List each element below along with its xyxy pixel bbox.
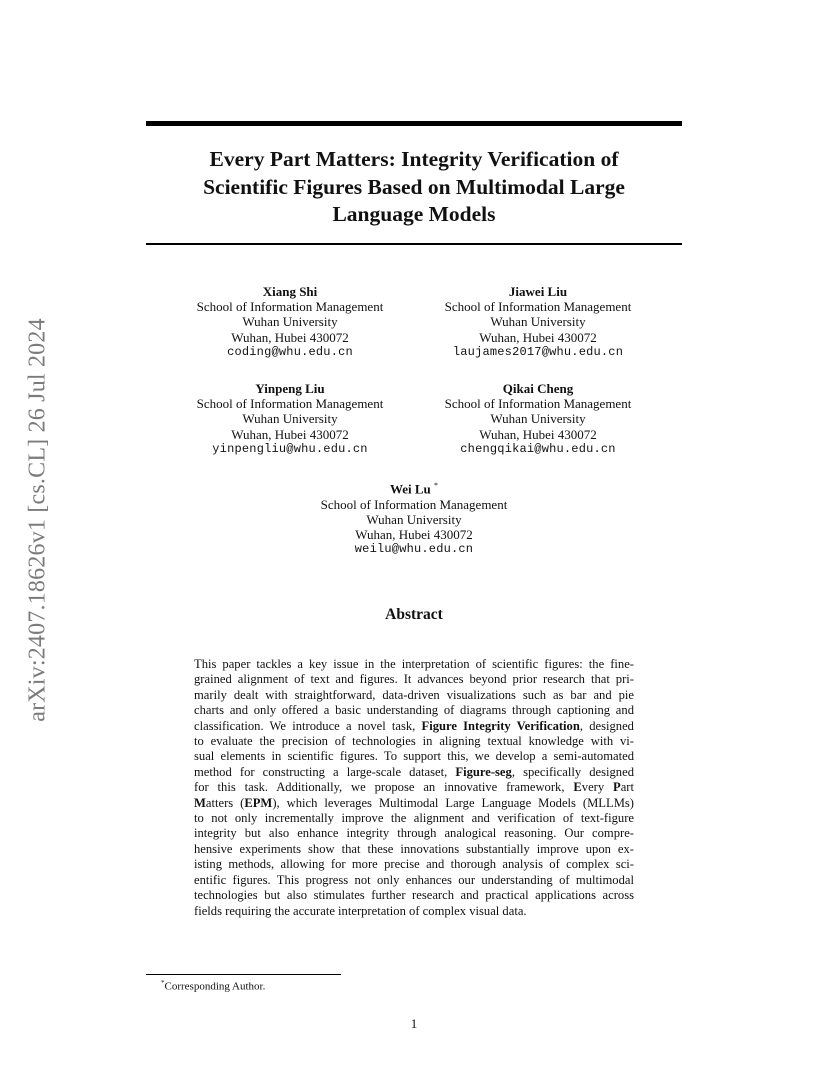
author-address: Wuhan, Hubei 430072 xyxy=(355,526,473,542)
abstract-line: isting methods, allowing for more precise and thorough analysis of complex sci- xyxy=(194,857,634,872)
author-university: Wuhan University xyxy=(366,511,462,527)
footnote-marker: * xyxy=(161,979,165,987)
dataset-name: Figure-seg xyxy=(455,764,512,779)
abstract-line xyxy=(194,719,634,734)
author-address: Wuhan, Hubei 430072 xyxy=(479,426,597,442)
abstract-text: , designed xyxy=(579,718,634,733)
abstract-text: for this task. Additionally, we propose an innovative framework, xyxy=(194,780,574,795)
abstract-line: grained alignment of text and figures. It advances beyond prior research that pri- xyxy=(194,672,634,687)
abstract-line: This paper tackles a key issue in the interpretation of scientific figures: the fine- xyxy=(194,657,634,671)
abstract-line: to evaluate the precision of technologies in aligning textual knowledge with vi- xyxy=(194,734,634,749)
paper-title xyxy=(146,146,682,229)
abstract-line: marily dealt with straightforward, data-driven visualizations such as bar and pie xyxy=(194,687,634,702)
framework-initial: P xyxy=(613,780,621,795)
abstract-line: integrity but also enhance integrity through analogical reasoning. Our compre- xyxy=(194,826,634,841)
title-line: Scientific Figures Based on Multimodal Large xyxy=(203,174,625,199)
footnote-rule xyxy=(146,974,341,975)
title-bottom-rule xyxy=(146,243,682,245)
author-name: Yinpeng Liu xyxy=(255,381,325,396)
author-block xyxy=(418,381,658,457)
abstract-line: sual elements in scientific figures. To support this, we develop a semi-automated xyxy=(194,749,634,764)
author-block xyxy=(170,381,410,457)
abstract-text: classification. We introduce a novel task, xyxy=(194,718,422,733)
author-block xyxy=(418,284,658,360)
author-address: Wuhan, Hubei 430072 xyxy=(479,329,597,345)
abstract-line: hensive experiments show that these innovations substantially improve upon ex- xyxy=(194,841,634,856)
arxiv-stamp: arXiv:2407.18626v1 [cs.CL] 26 Jul 2024 xyxy=(24,318,51,722)
author-email[interactable]: chengqikai@whu.edu.cn xyxy=(460,441,616,456)
author-name-text: Wei Lu xyxy=(389,481,431,497)
author-university: Wuhan University xyxy=(490,314,586,330)
author-affiliation: School of Information Management xyxy=(196,396,384,412)
framework-acronym: EPM xyxy=(244,795,273,810)
author-name: Xiang Shi xyxy=(262,284,318,299)
task-name: Figure Integrity Verification xyxy=(421,718,580,733)
author-block xyxy=(170,284,410,360)
author-email[interactable]: yinpengliu@whu.edu.cn xyxy=(212,441,368,456)
abstract-line: charts and only offered a basic understanding of diagrams through captioning and xyxy=(194,703,634,718)
author-name: Qikai Cheng xyxy=(502,381,574,396)
framework-initial: E xyxy=(573,780,582,795)
abstract-line xyxy=(194,765,634,780)
abstract-line: to not only incrementally improve the alignment and verification of text-figure xyxy=(194,811,634,826)
author-university: Wuhan University xyxy=(490,411,586,427)
author-name: Jiawei Liu xyxy=(508,284,568,299)
author-affiliation: School of Information Management xyxy=(444,396,632,412)
footnote xyxy=(161,977,265,994)
abstract-text: method for constructing a large-scale dataset, xyxy=(194,764,456,779)
abstract-line xyxy=(194,780,634,795)
abstract-text: atters ( xyxy=(205,795,245,810)
abstract-text: art xyxy=(620,780,635,795)
footnote-text: Corresponding Author. xyxy=(164,980,266,993)
author-affiliation: School of Information Management xyxy=(444,299,632,315)
abstract-heading: Abstract xyxy=(385,606,443,623)
abstract-line: fields requiring the accurate interpretation of complex visual data. xyxy=(194,903,527,918)
author-address: Wuhan, Hubei 430072 xyxy=(231,426,349,442)
author-email[interactable]: weilu@whu.edu.cn xyxy=(354,542,474,557)
author-university: Wuhan University xyxy=(242,411,338,427)
title-line: Every Part Matters: Integrity Verification of xyxy=(209,147,619,171)
author-affiliation: School of Information Management xyxy=(320,496,508,512)
footnote-marker: * xyxy=(434,481,439,490)
author-email[interactable]: laujames2017@whu.edu.cn xyxy=(452,344,624,359)
abstract-line: entific figures. This progress not only enhances our understanding of multimodal xyxy=(194,872,634,887)
abstract-body xyxy=(194,657,634,919)
author-email[interactable]: coding@whu.edu.cn xyxy=(227,344,353,359)
author-affiliation: School of Information Management xyxy=(196,299,384,315)
author-name xyxy=(294,478,534,497)
title-line: Language Models xyxy=(332,202,496,226)
abstract-text: ), which leverages Multimodal Large Language Models (MLLMs) xyxy=(272,795,634,810)
author-block xyxy=(294,478,534,557)
author-university: Wuhan University xyxy=(242,314,338,330)
author-address: Wuhan, Hubei 430072 xyxy=(231,329,349,345)
page-number: 1 xyxy=(410,1016,418,1031)
abstract-line: technologies but also stimulates further research and practical applications across xyxy=(194,888,634,903)
framework-initial: M xyxy=(194,795,206,810)
title-top-rule xyxy=(146,121,682,126)
abstract-line xyxy=(194,796,634,811)
abstract-text: very xyxy=(581,780,614,795)
abstract-text: , specifically designed xyxy=(511,764,634,779)
